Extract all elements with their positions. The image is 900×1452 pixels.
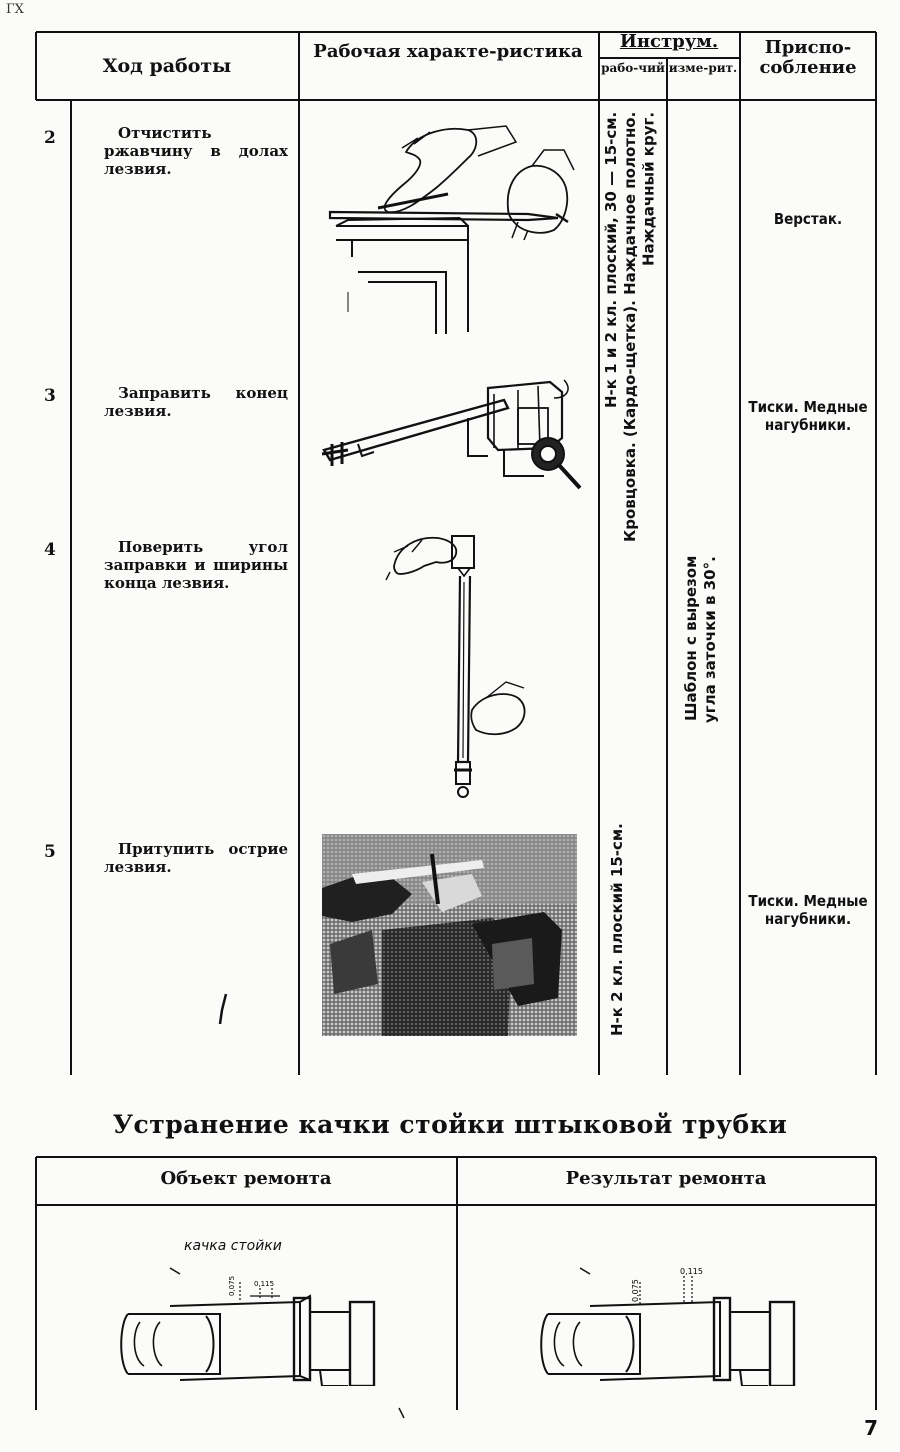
annotation-kachka-stoyki: качка стойки xyxy=(184,1238,282,1254)
header-prisposoblenie: Приспо-собление xyxy=(759,37,857,78)
step-text: Заправить конец лезвия. xyxy=(104,384,288,420)
num-column-border xyxy=(70,100,72,1075)
fixture-text: Тиски. Медные нагубники. xyxy=(748,892,868,928)
header-instrument-izmerit: изме-рит. xyxy=(668,61,738,75)
instrument-line: Кровцовка. (Кардо-щетка). Наждачное полотно. xyxy=(620,111,639,542)
dimension-label: 0,115 xyxy=(254,1280,275,1288)
instrument-measuring xyxy=(682,556,720,766)
drawing-object-repair xyxy=(110,1262,400,1386)
header-result-repair: Результат ремонта xyxy=(565,1168,767,1189)
table-top-border xyxy=(36,31,876,33)
header-object-repair: Объект ремонта xyxy=(160,1168,332,1189)
instrument-line: угла заточки в 30°. xyxy=(700,556,719,723)
stray-mark: ГХ xyxy=(6,2,24,17)
col-border-2 xyxy=(598,32,600,1075)
step-text: Притупить острие лезвия. xyxy=(104,840,288,876)
illustration-checking-angle xyxy=(378,522,538,804)
header-bottom-border xyxy=(36,99,876,101)
step-text: Поверить угол заправки и ширины конца лезвия. xyxy=(104,538,288,592)
page-number: 7 xyxy=(864,1416,878,1440)
col-border-1 xyxy=(298,32,300,1075)
instrument-line: Н-к 1 и 2 кл. плоский, 30 — 15-см. xyxy=(602,112,620,409)
illustration-blade-in-vise xyxy=(318,378,586,496)
row-number: 5 xyxy=(44,842,56,862)
col-border-3 xyxy=(666,58,668,1075)
col-border-4 xyxy=(739,32,741,1075)
row-number: 3 xyxy=(44,386,56,406)
instrument-subheader-line xyxy=(600,57,740,59)
instrument-working-rows-2-4 xyxy=(602,112,658,542)
stray-mark-bottom xyxy=(396,1406,408,1422)
right-border xyxy=(875,32,877,1075)
dimension-label: 0,075 xyxy=(631,1279,640,1302)
instrument-working-row-5: Н-к 2 кл. плоский 15-см. xyxy=(608,823,626,1036)
header-instrument: Инструм. xyxy=(619,31,719,52)
header-instrument-rabochiy: рабо-чий xyxy=(601,61,665,75)
row-number: 4 xyxy=(44,540,56,560)
fixture-text: Верстак. xyxy=(773,210,843,228)
header-hod-raboty: Ход работы xyxy=(102,55,232,77)
dimension-label: 0,115 xyxy=(680,1267,703,1276)
table2-right-border xyxy=(875,1157,877,1410)
header-rabochaya-harakteristika: Рабочая характе-ристика xyxy=(313,41,583,62)
illustration-filing-blade xyxy=(318,122,580,334)
section-title: Устранение качки стойки штыковой трубки xyxy=(112,1110,788,1139)
instrument-line: Шаблон с вырезом xyxy=(682,556,700,722)
instrument-line: Наждачный круг. xyxy=(639,112,658,267)
illustration-photo-blunting xyxy=(322,834,577,1036)
table2-middle-border xyxy=(456,1157,458,1410)
dimension-label: 0,075 xyxy=(228,1275,236,1296)
row-number: 2 xyxy=(44,128,56,148)
fixture-text: Тиски. Медные нагубники. xyxy=(748,398,868,434)
stray-pen-mark xyxy=(212,990,232,1030)
table2-left-border xyxy=(35,1157,37,1410)
step-text: Отчистить ржавчину в долах лезвия. xyxy=(104,124,288,178)
drawing-result-repair xyxy=(530,1262,820,1386)
